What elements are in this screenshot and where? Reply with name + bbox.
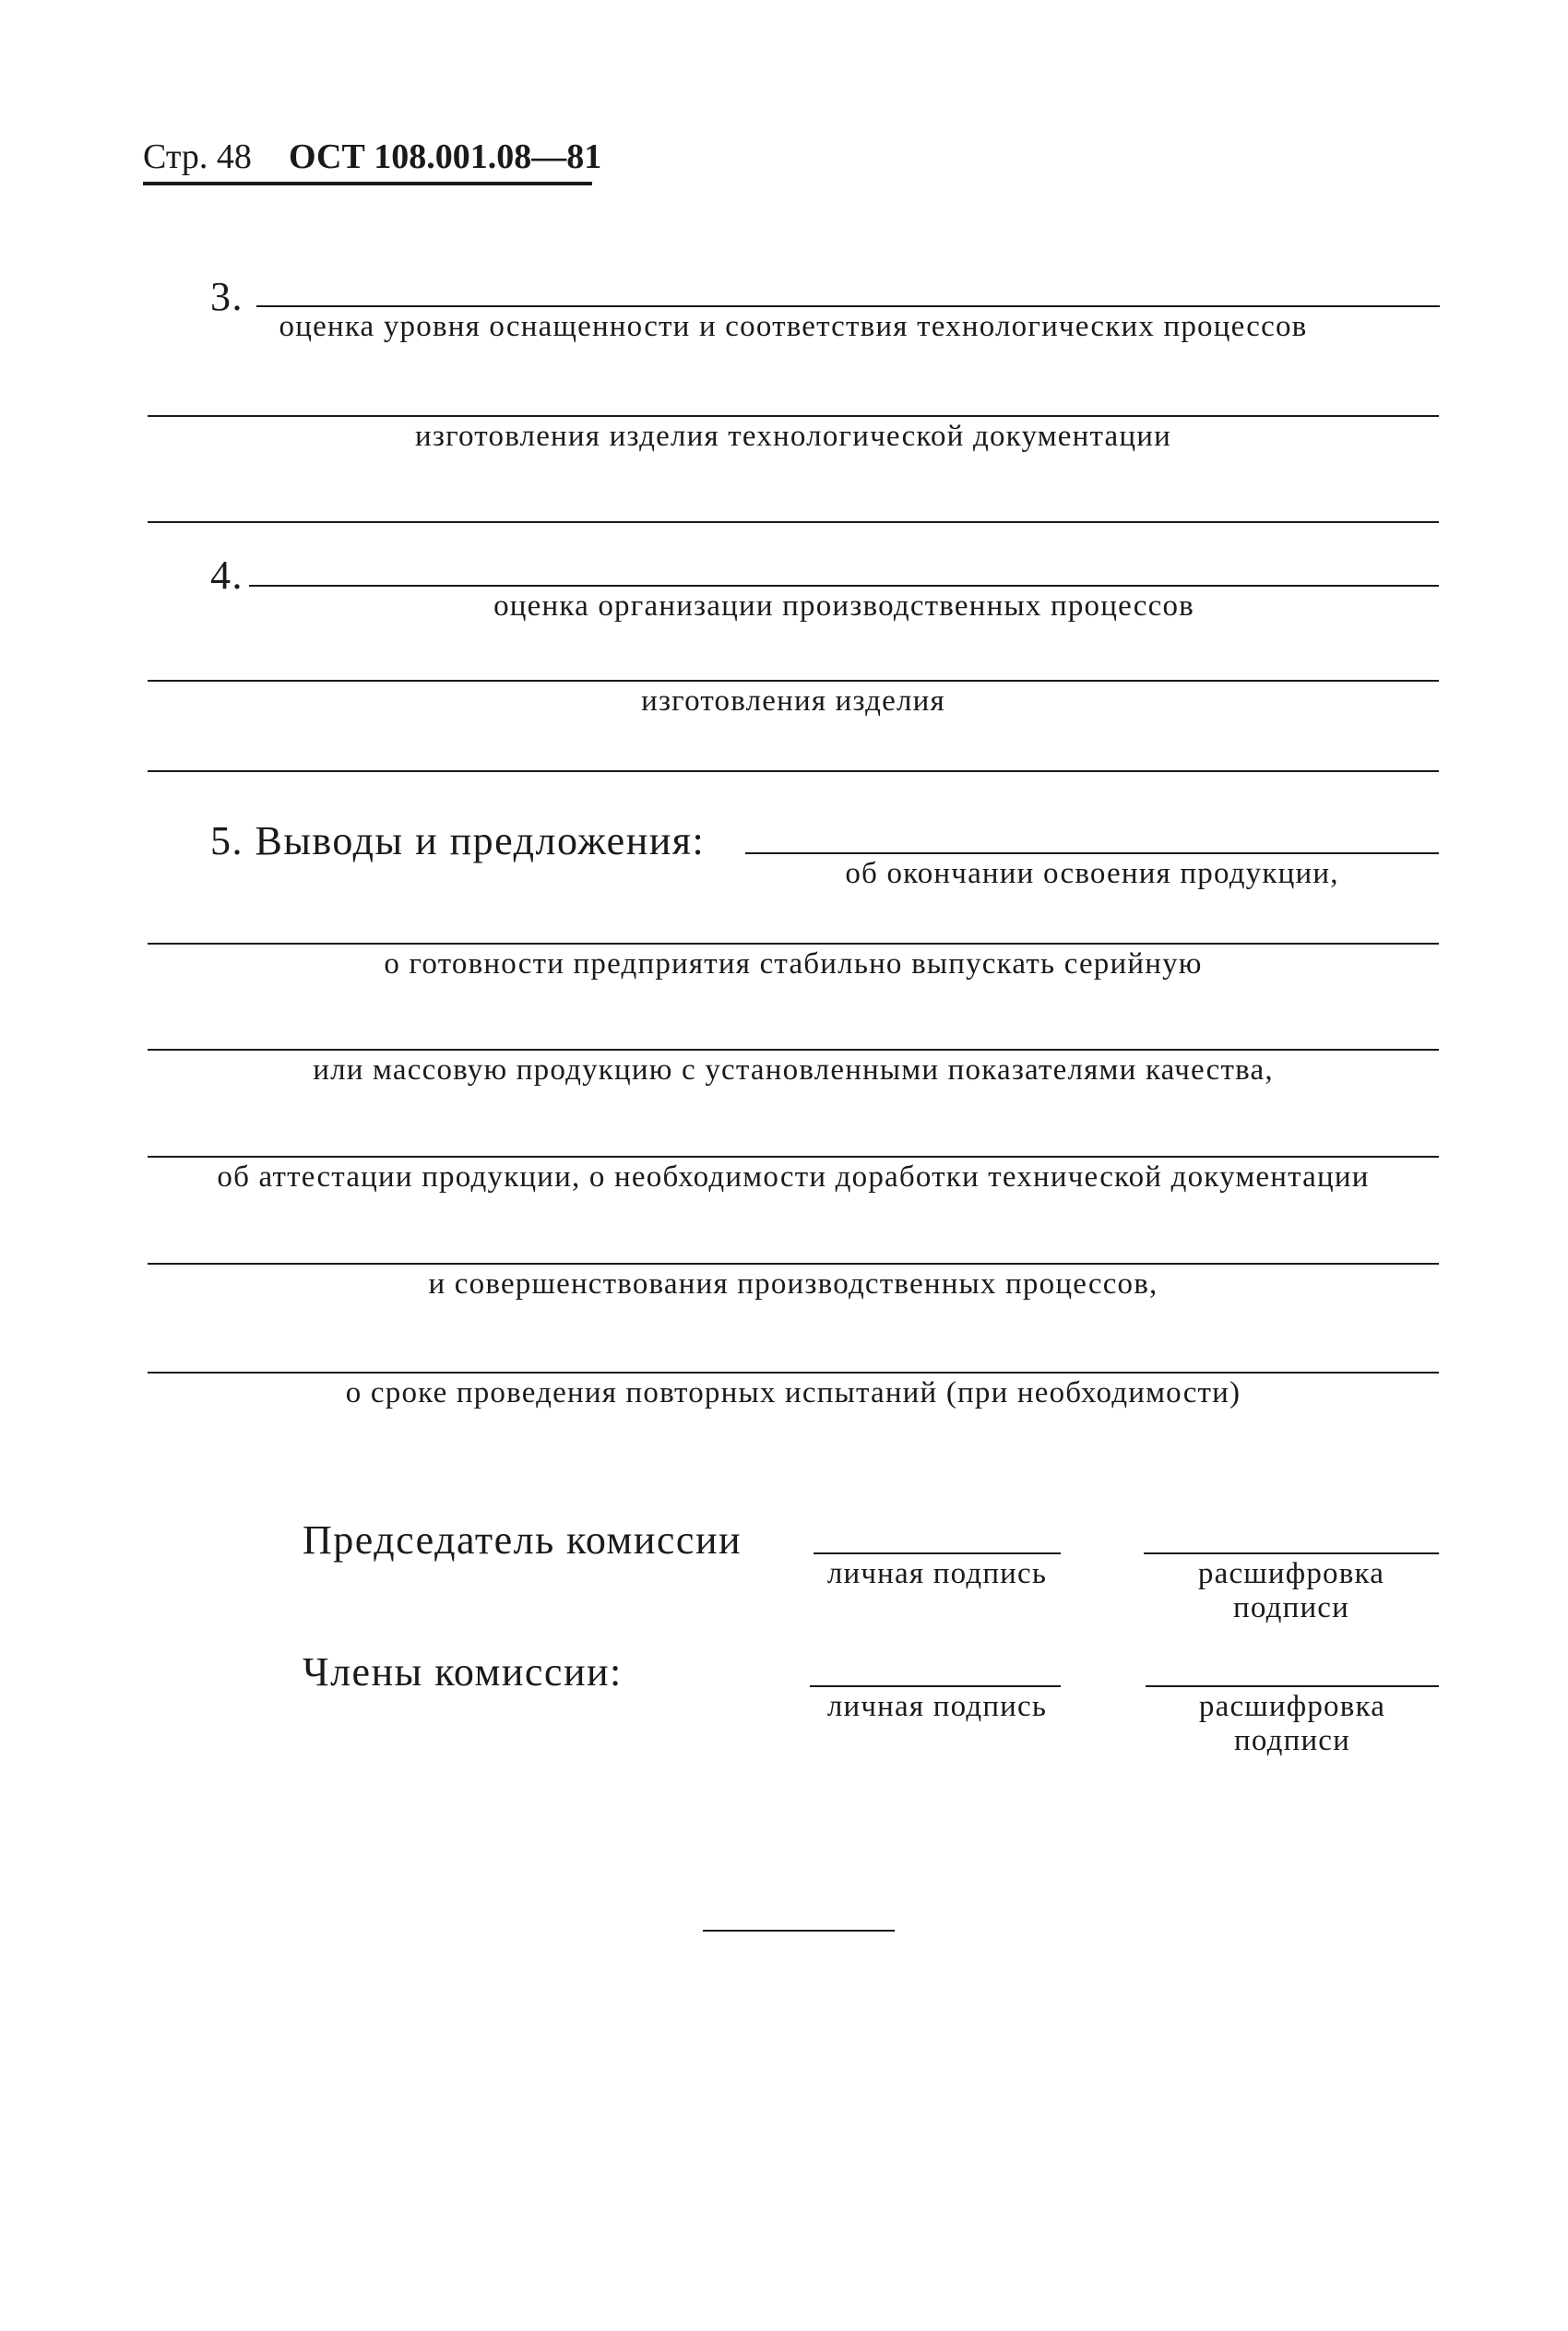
- header-underline: [143, 182, 592, 185]
- section5-caption-1: об окончании освоения продукции,: [845, 857, 1339, 890]
- members-decoding-line: [1146, 1685, 1439, 1687]
- section4-field-line-1: [249, 585, 1439, 587]
- members-signature-caption: личная подпись: [826, 1690, 1048, 1723]
- standard-code: ОСТ 108.001.08—81: [289, 137, 602, 176]
- section3-field-line-1: [256, 305, 1440, 307]
- section4-field-line-2: [148, 680, 1439, 682]
- chairman-decoding-caption-1: расшифровка: [1197, 1557, 1385, 1590]
- section5-field-line-5: [148, 1263, 1439, 1265]
- section4-caption-1: оценка организации производственных процессов: [493, 589, 1194, 623]
- section5-field-line-6: [148, 1372, 1439, 1374]
- section3-caption-1: оценка уровня оснащенности и соответствия технологических процессов: [279, 310, 1308, 343]
- members-decoding-caption-1: расшифровка: [1198, 1690, 1386, 1723]
- members-signature-line: [810, 1685, 1061, 1687]
- section3-caption-2: изготовления изделия технологической документации: [415, 420, 1171, 453]
- section5-field-line-3: [148, 1049, 1439, 1051]
- section3-number: 3.: [210, 274, 244, 319]
- section5-field-line-4: [148, 1156, 1439, 1158]
- section5-caption-4: об аттестации продукции, о необходимости доработки технической документации: [217, 1160, 1370, 1194]
- section4-caption-2: изготовления изделия: [641, 684, 945, 718]
- chairman-label: Председатель комиссии: [303, 1517, 742, 1563]
- section5-caption-3: или массовую продукцию с установленными показателями качества,: [313, 1053, 1274, 1087]
- section3-field-line-3: [148, 521, 1439, 523]
- page-number: Стр. 48: [143, 137, 252, 176]
- chairman-signature-caption: личная подпись: [826, 1557, 1048, 1590]
- members-decoding-caption-2: подписи: [1233, 1724, 1351, 1757]
- section5-caption-2: о готовности предприятия стабильно выпускать серийную: [384, 947, 1203, 981]
- chairman-decoding-line: [1144, 1552, 1439, 1554]
- section3-field-line-2: [148, 415, 1439, 417]
- chairman-signature-line: [814, 1552, 1061, 1554]
- section5-field-line-2: [148, 943, 1439, 945]
- end-divider: [703, 1930, 895, 1932]
- section5-title: 5. Выводы и предложения:: [210, 818, 706, 863]
- section4-field-line-3: [148, 770, 1439, 772]
- section5-caption-6: о сроке проведения повторных испытаний (при необходимости): [345, 1376, 1241, 1409]
- section4-number: 4.: [210, 553, 244, 598]
- members-label: Члены комиссии:: [303, 1649, 623, 1695]
- section5-caption-5: и совершенствования производственных процессов,: [428, 1267, 1158, 1301]
- chairman-decoding-caption-2: подписи: [1232, 1591, 1350, 1624]
- section5-field-line-1: [745, 852, 1439, 854]
